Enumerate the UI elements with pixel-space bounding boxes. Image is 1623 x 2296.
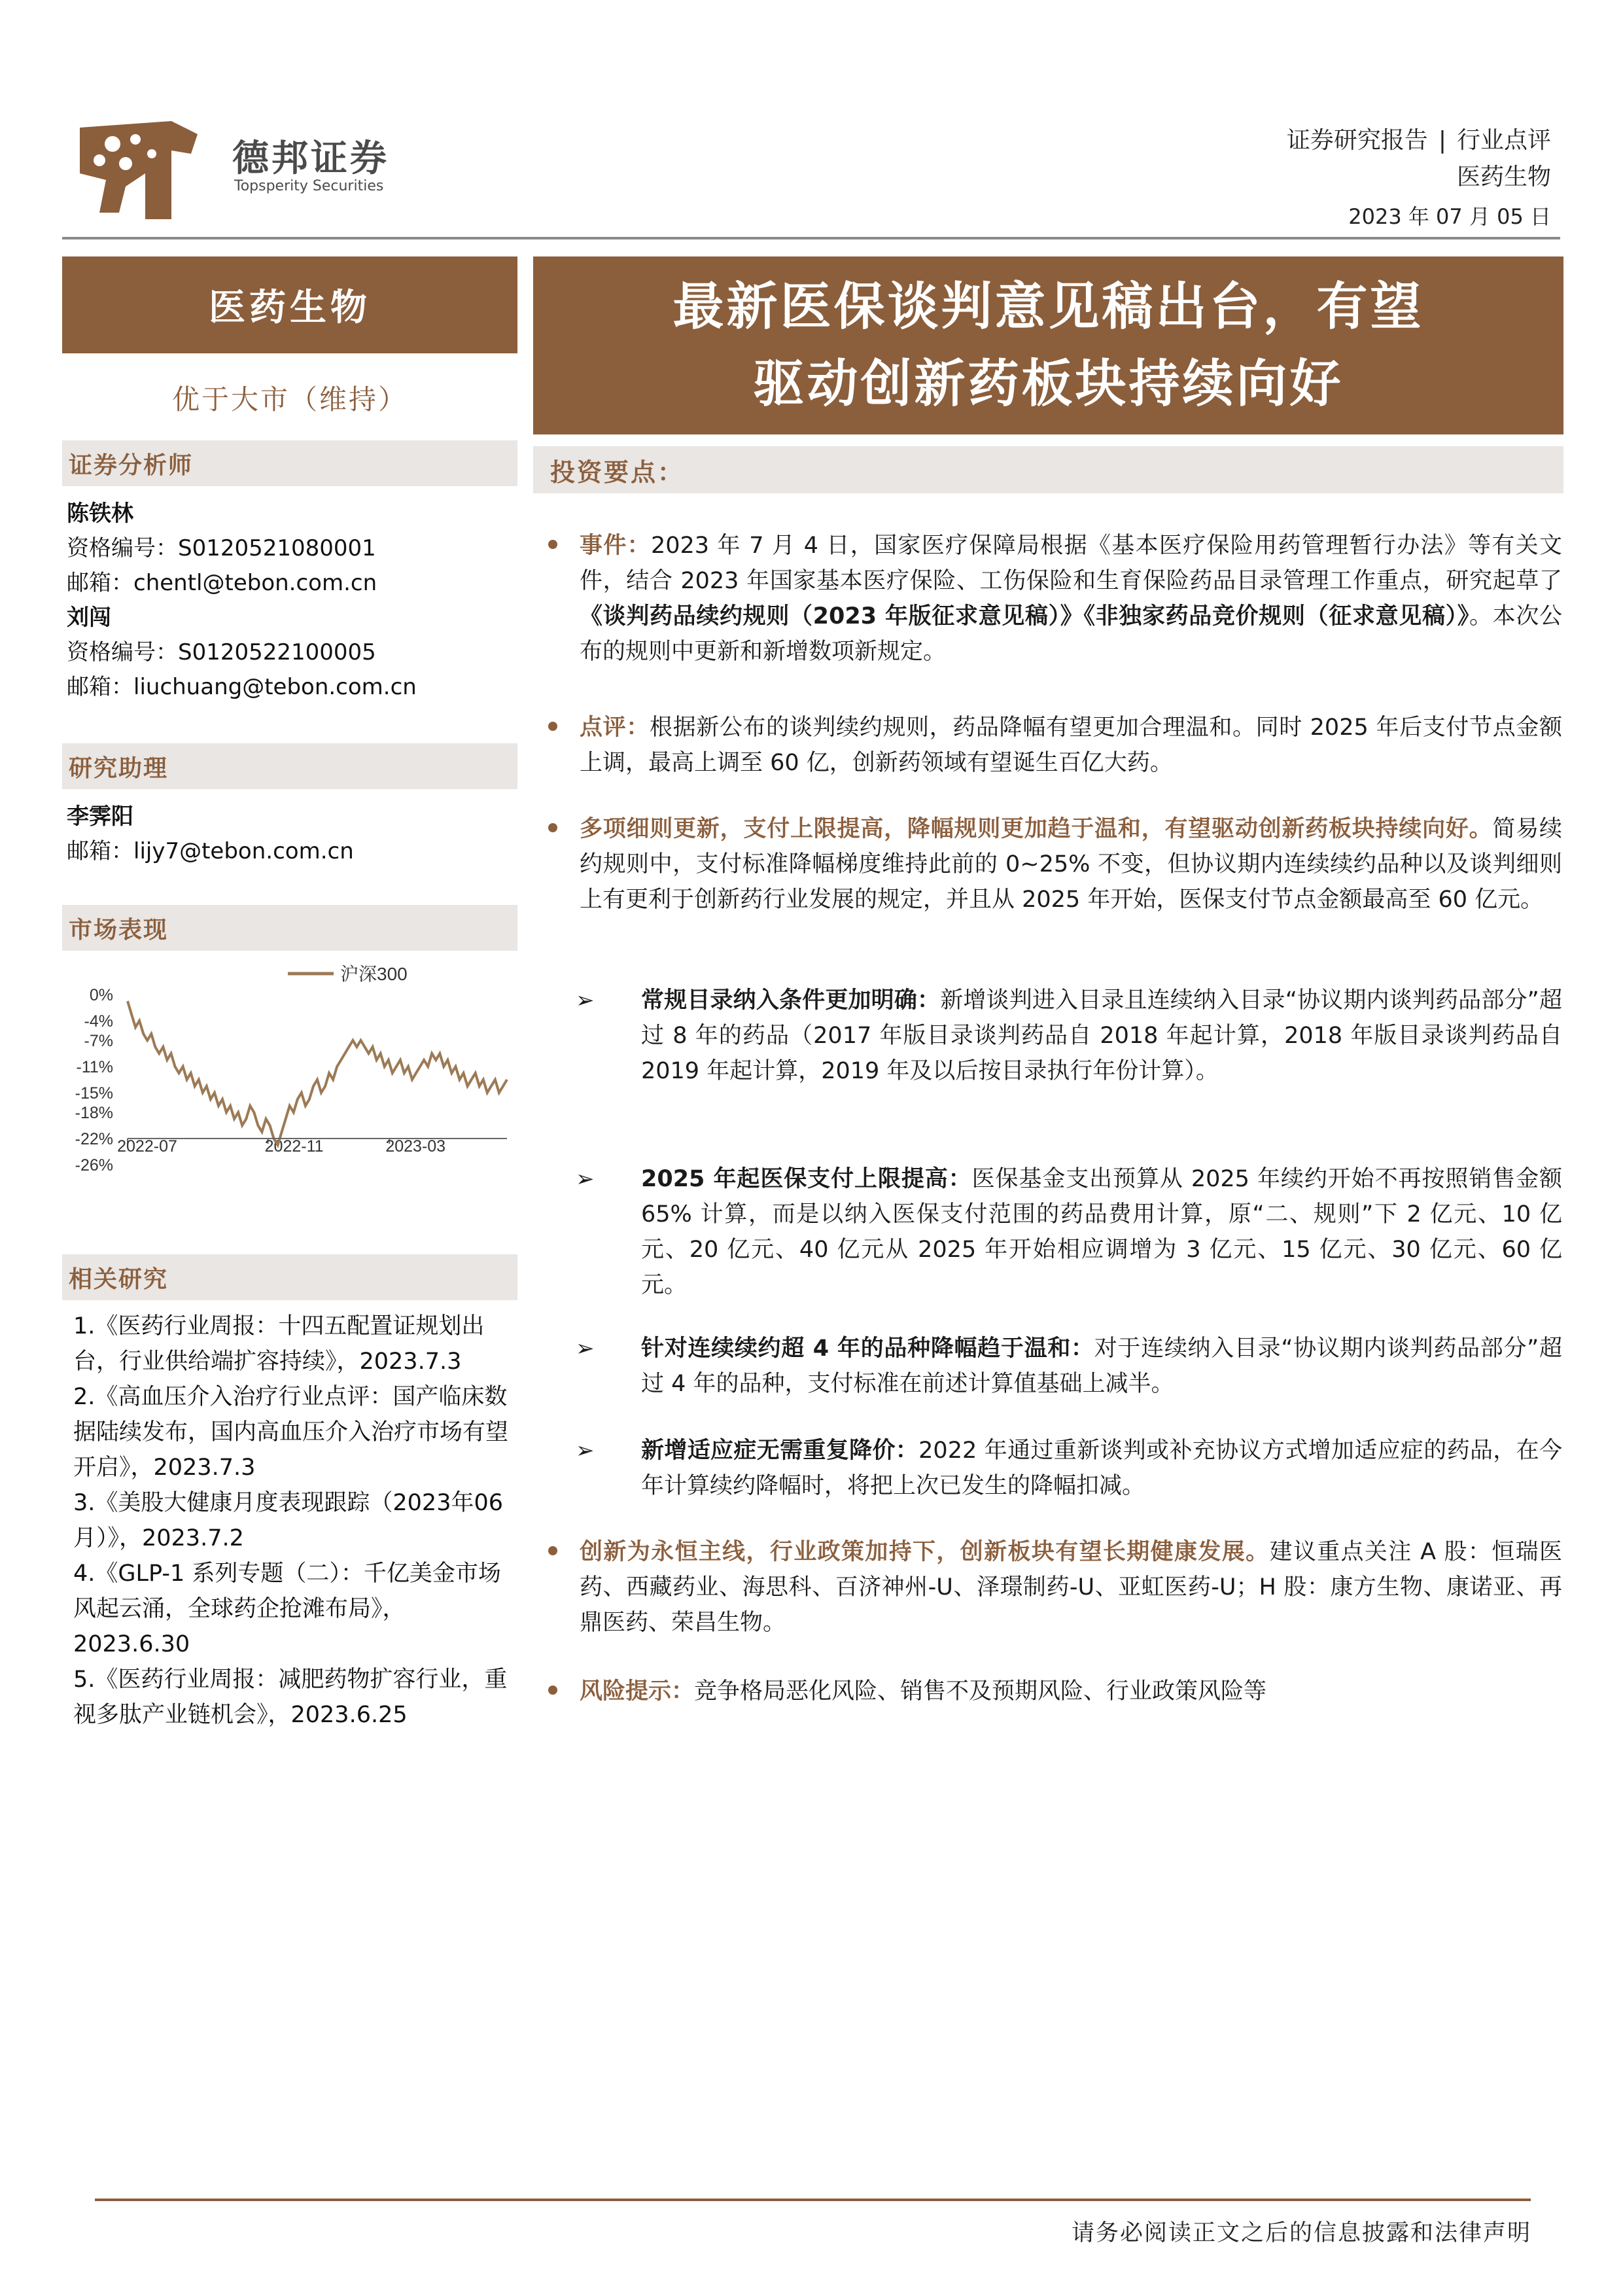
sub-text: 2022 年通过重新谈判或补充协议方式增加适应症的药品，在今年计算续约降幅时，将把上次已发生的降幅扣减。 bbox=[641, 1438, 1562, 1499]
title-line-1: 最新医保谈判意见稿出台，有望 bbox=[672, 277, 1424, 336]
point-comment bbox=[548, 710, 1562, 781]
legend-label: 沪深300 bbox=[340, 964, 408, 984]
sub-point bbox=[576, 983, 1562, 1089]
bullet-dot bbox=[548, 540, 557, 549]
y-tick-label: -11% bbox=[76, 1058, 113, 1076]
arrow-bullet-icon: ➢ bbox=[576, 987, 595, 1014]
rating: 优于大市（维持） bbox=[171, 383, 408, 415]
header-divider bbox=[62, 237, 1560, 239]
assistant-header: 研究助理 bbox=[62, 743, 517, 789]
bullet-dot bbox=[548, 823, 557, 832]
related-item[interactable]: 2.《高血压介入治疗行业点评：国产临床数据陆续发布，国内高血压介入治疗市场有望开启》，2023.7.3 bbox=[73, 1384, 509, 1481]
analyst-cert: 资格编号：S0120522100005 bbox=[67, 639, 376, 665]
arrow-bullet-icon: ➢ bbox=[576, 1166, 595, 1192]
x-tick-label: 2022-07 bbox=[117, 1137, 177, 1156]
y-tick-label: -4% bbox=[84, 1012, 113, 1031]
related-item[interactable]: 3.《美股大健康月度表现跟踪（2023年06月）》，2023.7.2 bbox=[73, 1490, 504, 1551]
y-tick-label: -22% bbox=[75, 1130, 113, 1148]
analyst-email: 邮箱：liuchuang@tebon.com.cn bbox=[67, 674, 417, 700]
header-sector: 医药生物 bbox=[1456, 164, 1551, 190]
sub-text: 对于连续纳入目录“协议期内谈判药品部分”超过 4 年的品种，支付标准在前述计算值基础上减半。 bbox=[641, 1335, 1562, 1397]
point-rules bbox=[548, 811, 1562, 917]
related-header: 相关研究 bbox=[62, 1254, 517, 1300]
point-text: 2023 年 7 月 4 日，国家医疗保障局根据《基本医疗保险用药管理暂行办法》等有关文件，结合 2023 年国家基本医疗保险、工伤保险和生育保险药品目录管理工作重点，研究起草了 bbox=[580, 533, 1562, 594]
x-tick-label: 2022-11 bbox=[264, 1137, 324, 1156]
point-lead: 多项细则更新，支付上限提高，降幅规则更加趋于温和，有望驱动创新药板块持续向好。 bbox=[580, 816, 1493, 842]
point-lead: 风险提示： bbox=[580, 1678, 695, 1704]
bullet-dot bbox=[548, 1686, 557, 1695]
point-risk bbox=[548, 1674, 1562, 1709]
brand-name-cn: 德邦证券 bbox=[232, 137, 389, 180]
header-separator: | bbox=[1438, 127, 1446, 154]
report-type: 证券研究报告 bbox=[1286, 127, 1428, 154]
point-lead: 创新为永恒主线，行业政策加持下，创新板块有望长期健康发展。 bbox=[580, 1539, 1270, 1565]
sub-lead: 针对连续续约超 4 年的品种降幅趋于温和： bbox=[641, 1335, 1094, 1362]
point-bold: 《谈判药品续约规则（2023 年版征求意见稿）》《非独家药品竞价规则（征求意见稿）》 bbox=[580, 603, 1469, 629]
sector-box: 医药生物 bbox=[62, 256, 517, 353]
bullet-dot bbox=[548, 1546, 557, 1555]
analyst-header: 证券分析师 bbox=[62, 440, 517, 486]
point-text: 简易续约规则中，支付标准降幅梯度维持此前的 0~25% 不变，但协议期内连续续约品种以及谈判细则上有更利于创新药行业发展的规定，并且从 2025 年开始，医保支付节点金额最高至 60 亿元。 bbox=[580, 816, 1562, 913]
sub-point bbox=[576, 1161, 1562, 1303]
analyst-name: 陈铁林 bbox=[67, 501, 133, 527]
assistant-email: 邮箱：lijy7@tebon.com.cn bbox=[67, 838, 354, 864]
bullet-dot bbox=[548, 722, 557, 731]
arrow-bullet-icon: ➢ bbox=[576, 1335, 595, 1362]
analyst-name: 刘闯 bbox=[67, 605, 111, 631]
assistant-name: 李霁阳 bbox=[67, 804, 133, 830]
sub-point bbox=[576, 1331, 1562, 1402]
sub-text: 医保基金支出预算从 2025 年续约开始不再按照销售金额 65% 计算，而是以纳入医保支付范围的药品费用计算，原“二、规则”下 2 亿元、10 亿元、20 亿元、40 亿元从 2025 年开始相应调增为 3 亿元、15 亿元、30 亿元、60 亿元。 bbox=[641, 1166, 1562, 1298]
point-text: 。本次公布的规则中更新和新增数项新规定。 bbox=[580, 603, 1562, 665]
y-tick-label: -18% bbox=[75, 1104, 113, 1122]
report-title bbox=[533, 256, 1563, 434]
related-item[interactable]: 5.《医药行业周报：减肥药物扩容行业，重视多肽产业链机会》，2023.6.25 bbox=[73, 1667, 508, 1728]
report-date: 2023 年 07 月 05 日 bbox=[1348, 204, 1551, 229]
report-category: 行业点评 bbox=[1456, 127, 1551, 154]
brand-name-en: Topsperity Securities bbox=[234, 178, 384, 194]
sub-text: 新增谈判进入目录且连续纳入目录“协议期内谈判药品部分”超过 8 年的药品（2017 年版目录谈判药品自 2018 年起计算，2018 年版目录谈判药品自 2019 年起计算，2019 年及以后按目录执行年份计算）。 bbox=[641, 987, 1562, 1084]
point-lead: 事件： bbox=[580, 533, 651, 559]
market-chart-svg bbox=[62, 955, 517, 1184]
point-text: 根据新公布的谈判续约规则，药品降幅有望更加合理温和。同时 2025 年后支付节点金额上调，最高上调至 60 亿，创新药领域有望诞生百亿大药。 bbox=[580, 715, 1562, 776]
x-tick-label: 2023-03 bbox=[385, 1137, 446, 1156]
sub-lead: 新增适应症无需重复降价： bbox=[641, 1438, 919, 1464]
company-logo bbox=[73, 115, 204, 226]
sub-point bbox=[576, 1433, 1562, 1504]
sub-lead: 常规目录纳入条件更加明确： bbox=[641, 987, 941, 1014]
y-tick-label: -26% bbox=[75, 1156, 113, 1174]
related-item[interactable]: 4.《GLP-1 系列专题（二）：千亿美金市场风起云涌，全球药企抢滩布局》，2023.6.30 bbox=[73, 1561, 501, 1657]
analyst-cert: 资格编号：S0120521080001 bbox=[67, 535, 376, 561]
market-header: 市场表现 bbox=[62, 905, 517, 951]
series-line-hs300 bbox=[128, 1001, 507, 1145]
footer-divider bbox=[95, 2199, 1531, 2201]
point-innovation bbox=[548, 1534, 1562, 1640]
y-tick-label: -15% bbox=[75, 1084, 113, 1103]
title-line-2: 驱动创新药板块持续向好 bbox=[753, 354, 1344, 414]
arrow-bullet-icon: ➢ bbox=[576, 1438, 595, 1464]
report-type-line bbox=[1287, 122, 1551, 155]
point-event bbox=[548, 528, 1562, 669]
point-text: 竞争格局恶化风险、销售不及预期风险、行业政策风险等 bbox=[694, 1678, 1267, 1704]
y-tick-label: -7% bbox=[84, 1032, 113, 1050]
investment-points-header: 投资要点： bbox=[533, 446, 1563, 493]
analyst-email: 邮箱：chentl@tebon.com.cn bbox=[67, 570, 377, 596]
footer-disclaimer: 请务必阅读正文之后的信息披露和法律声明 bbox=[1071, 2220, 1531, 2246]
y-tick-label: 0% bbox=[89, 986, 113, 1004]
related-item[interactable]: 1.《医药行业周报：十四五配置证规划出台，行业供给端扩容持续》，2023.7.3 bbox=[73, 1313, 485, 1375]
point-text: 建议重点关注 A 股：恒瑞医药、西藏药业、海思科、百济神州-U、泽璟制药-U、亚虹医药-U；H 股：康方生物、康诺亚、再鼎医药、荣昌生物。 bbox=[580, 1539, 1562, 1636]
point-lead: 点评： bbox=[580, 715, 650, 741]
market-chart bbox=[62, 955, 517, 1184]
related-list bbox=[73, 1309, 512, 1733]
sub-lead: 2025 年起医保支付上限提高： bbox=[641, 1166, 972, 1192]
